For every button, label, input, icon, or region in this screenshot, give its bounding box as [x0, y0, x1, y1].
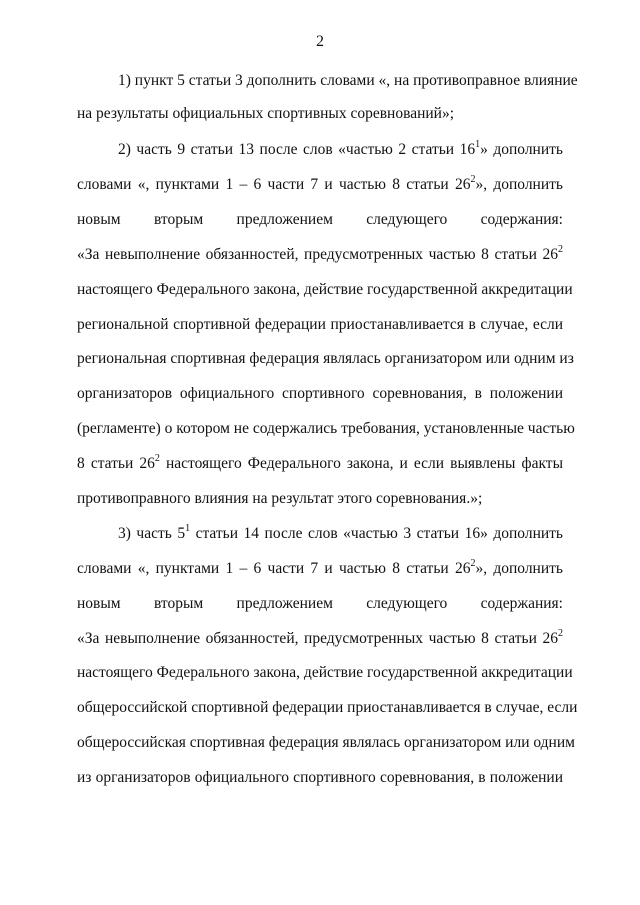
text-line: противоправного влияния на результат этого соревнования.»;	[77, 490, 483, 507]
superscript: 2	[470, 173, 476, 185]
text-line: организаторов официального спортивного соревнования, в положении	[77, 385, 563, 402]
superscript: 2	[558, 627, 563, 639]
text-line: словами «, пунктами 1 – 6 части 7 и частью 8 статьи $26^2$», дополнить	[77, 557, 563, 577]
text-line: новым вторым предложением следующего содержания:	[77, 595, 563, 612]
superscript: 2	[154, 452, 160, 464]
text-line: настоящего Федерального закона, действие государственной аккредитации	[77, 281, 573, 298]
text-line: новым вторым предложением следующего содержания:	[77, 211, 563, 228]
text-line: (регламенте) о котором не содержались требования, установленные частью	[77, 420, 575, 437]
superscript: 2	[470, 557, 476, 569]
superscript: 1	[185, 522, 191, 534]
text-line: региональная спортивная федерация являлась организатором или одним из	[77, 350, 574, 367]
text-line: общероссийской спортивной федерации приостанавливается в случае, если	[77, 699, 578, 716]
text-line: 8 статьи $26^2$ настоящего Федерального закона, и если выявлены факты	[77, 452, 563, 472]
text-line: на результаты официальных спортивных соревнований»;	[77, 105, 455, 122]
text-line: «За невыполнение обязанностей, предусмотренных частью 8 статьи $26^2$	[77, 627, 563, 647]
text-line: «За невыполнение обязанностей, предусмотренных частью 8 статьи $26^2$	[77, 243, 563, 263]
text-line: общероссийская спортивная федерация являлась организатором или одним	[77, 734, 575, 751]
superscript: 2	[558, 243, 563, 255]
text-line: 2) часть 9 статьи 13 после слов «частью 2 статьи $16^1$» дополнить	[118, 138, 563, 158]
page-number: 2	[316, 33, 324, 50]
text-line: настоящего Федерального закона, действие государственной аккредитации	[77, 664, 573, 681]
text-line: 1) пункт 5 статьи 3 дополнить словами «, на противоправное влияние	[118, 72, 578, 89]
text-line: словами «, пунктами 1 – 6 части 7 и частью 8 статьи $26^2$», дополнить	[77, 173, 563, 193]
superscript: 1	[475, 138, 481, 150]
text-line: 3) часть $5^1$ статьи 14 после слов «частью 3 статьи 16» дополнить	[118, 522, 563, 542]
text-line: региональной спортивной федерации приостанавливается в случае, если	[77, 316, 563, 333]
text-line: из организаторов официального спортивного соревнования, в положении	[77, 769, 563, 786]
